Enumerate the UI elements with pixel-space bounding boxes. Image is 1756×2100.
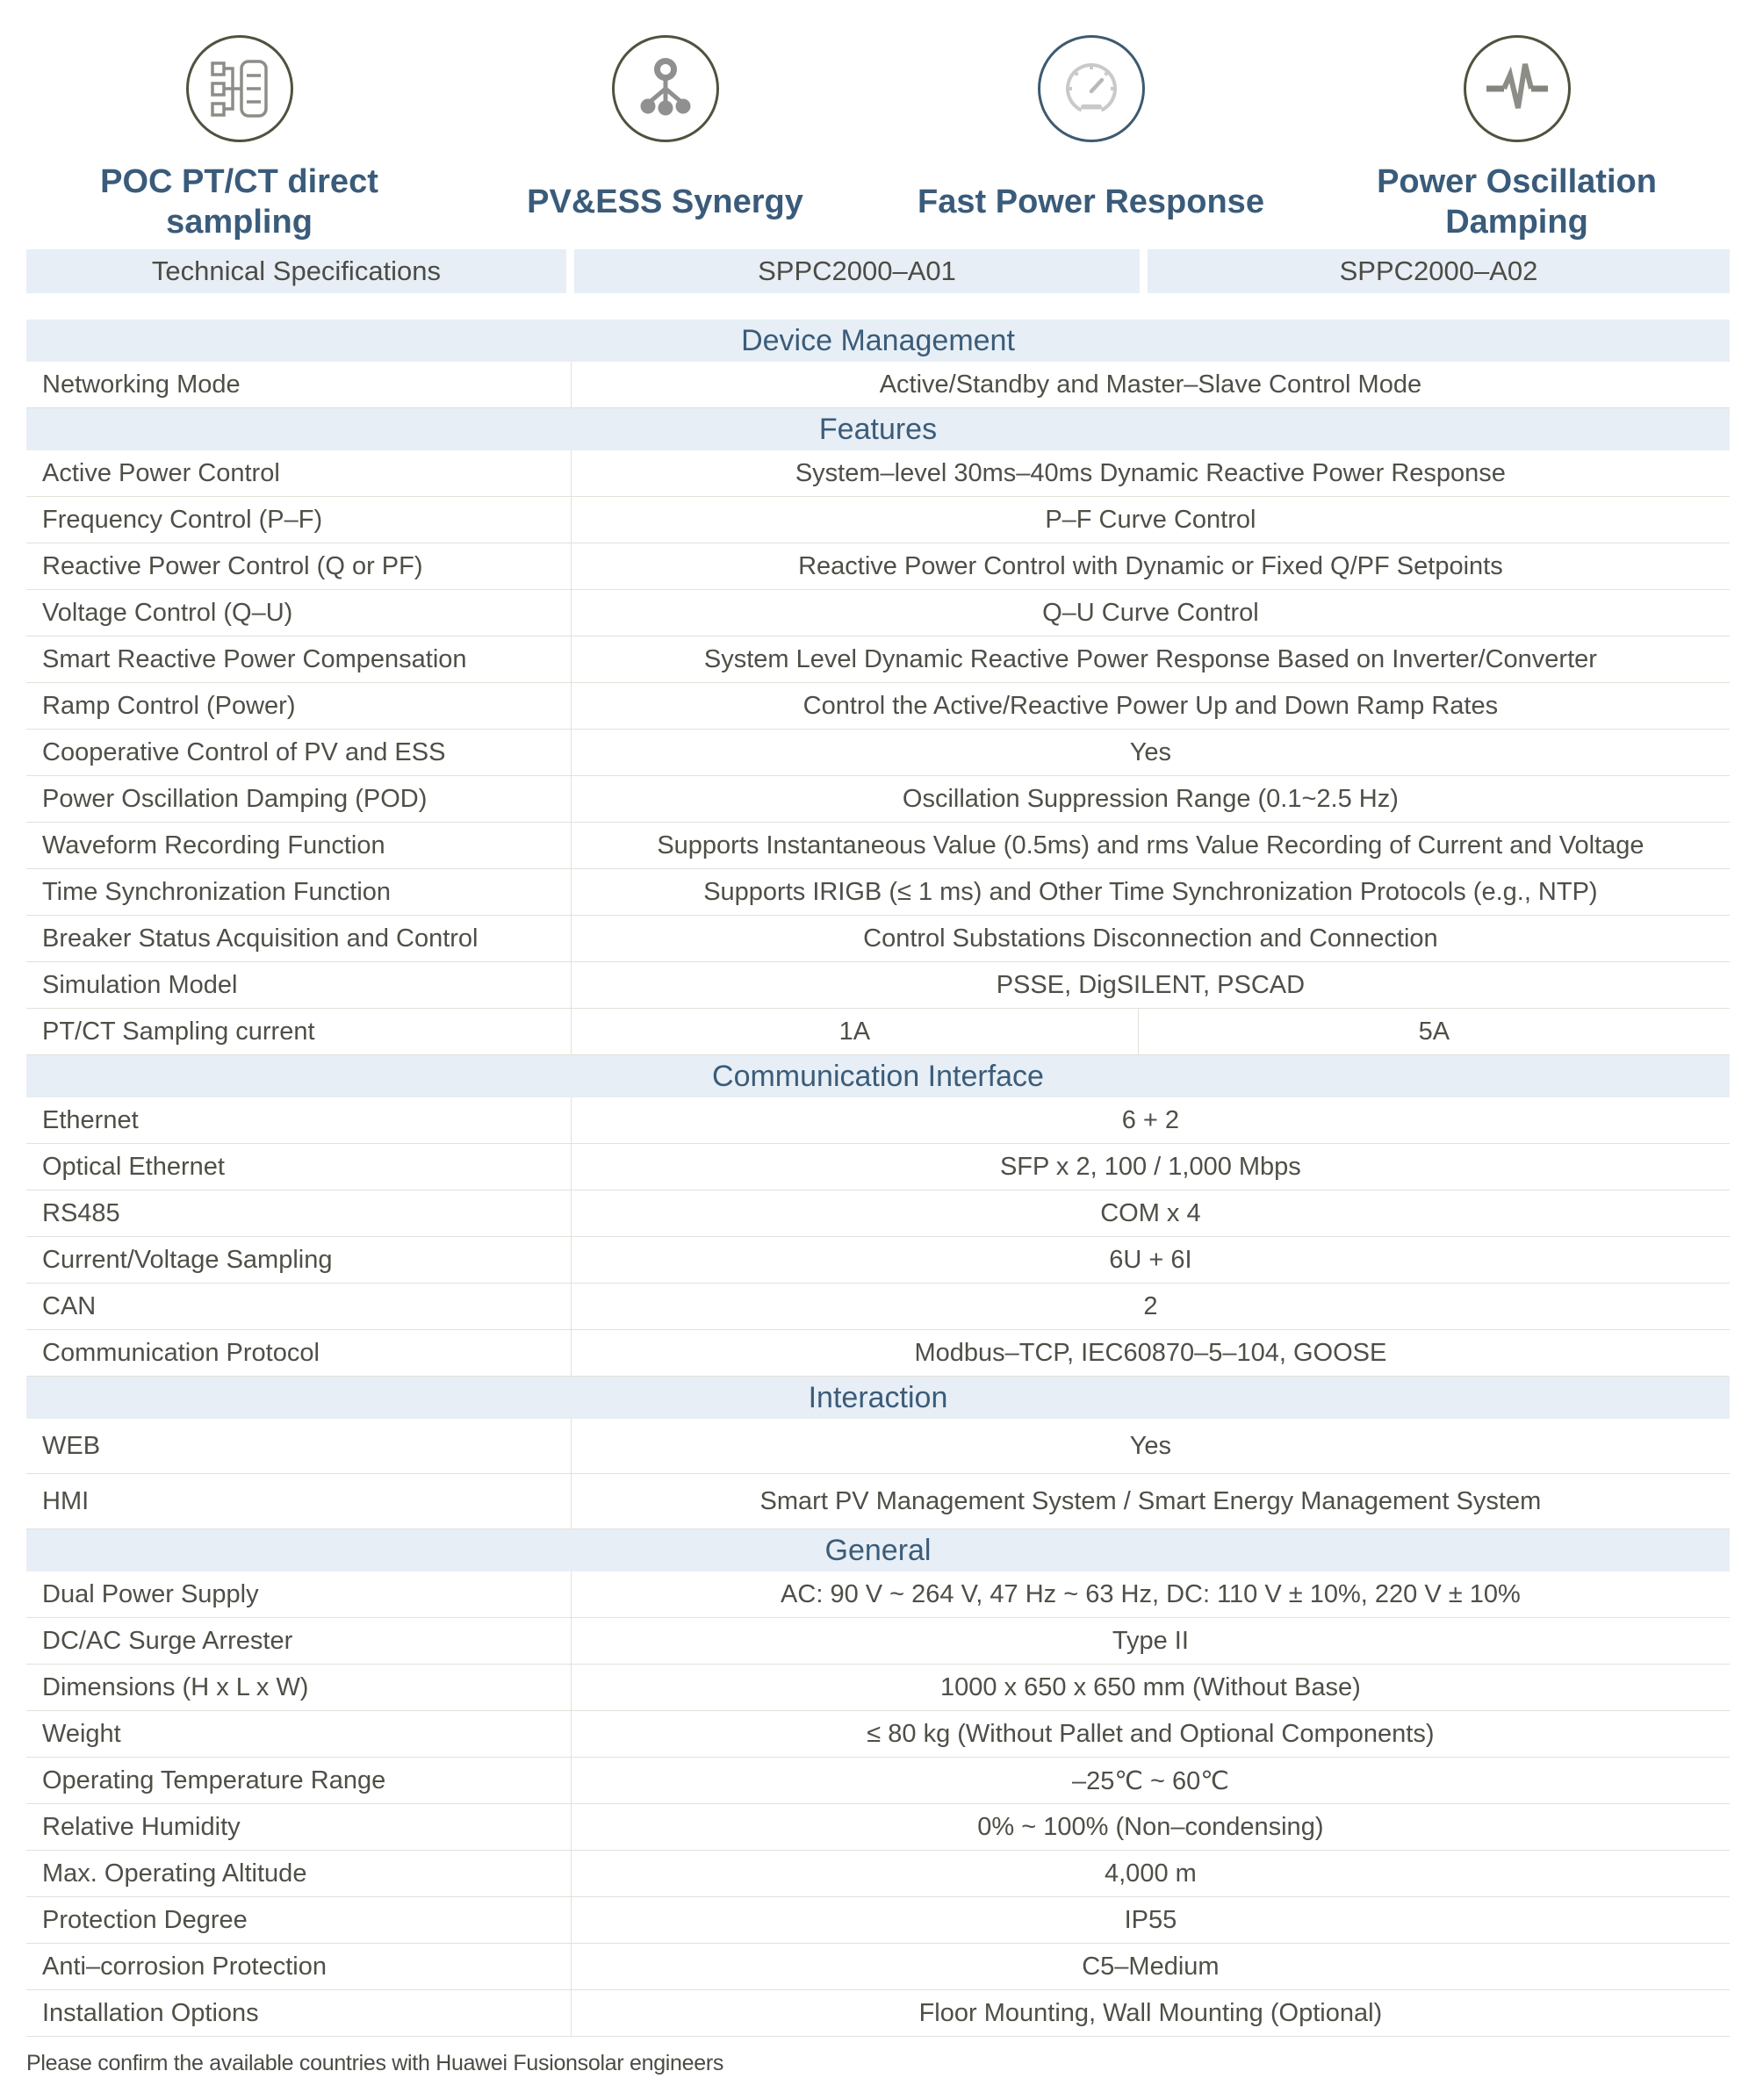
spec-row-time-synchronization <box>26 869 1730 916</box>
spec-label: CAN <box>26 1284 572 1329</box>
spec-value: Floor Mounting, Wall Mounting (Optional) <box>918 1998 1383 2027</box>
feature-label: PV&ESS Synergy <box>527 183 803 220</box>
spec-row-waveform-recording <box>26 823 1730 869</box>
section-header-interaction: Interaction <box>26 1377 1730 1419</box>
spec-row-operating-temperature <box>26 1758 1730 1804</box>
spec-label: Waveform Recording Function <box>26 823 572 868</box>
spec-value: P–F Curve Control <box>1045 505 1256 534</box>
spec-label: Communication Protocol <box>26 1330 572 1376</box>
spec-value: 6 + 2 <box>1121 1105 1180 1134</box>
spec-row-reactive-power-control <box>26 543 1730 590</box>
spec-value: 0% ~ 100% (Non–condensing) <box>977 1812 1324 1841</box>
spec-row-communication-protocol <box>26 1330 1730 1377</box>
spec-label: RS485 <box>26 1190 572 1236</box>
spec-value: Yes <box>1129 737 1172 766</box>
spec-value: 4,000 m <box>1105 1859 1197 1888</box>
spec-label: Voltage Control (Q–U) <box>26 590 572 636</box>
feature-item-poc-sampling <box>26 21 452 248</box>
spec-row-pt-ct-sampling-current <box>26 1009 1730 1055</box>
spec-row-ethernet <box>26 1097 1730 1144</box>
spec-label: Relative Humidity <box>26 1804 572 1850</box>
spec-value-a01: 1A <box>572 1009 1139 1054</box>
spec-row-cooperative-control <box>26 730 1730 776</box>
spec-value: 2 <box>1143 1291 1158 1320</box>
spec-row-breaker-status <box>26 916 1730 962</box>
spec-label: Anti–corrosion Protection <box>26 1944 572 1989</box>
spec-table <box>26 320 1730 2037</box>
pv-ess-synergy-icon <box>612 35 719 142</box>
spec-row-current-voltage-sampling <box>26 1237 1730 1284</box>
spec-value: Oscillation Suppression Range (0.1~2.5 Hz) <box>902 784 1399 813</box>
spec-row-power-oscillation-damping <box>26 776 1730 823</box>
feature-item-pv-ess-synergy <box>452 21 878 248</box>
spec-value: 6U + 6I <box>1109 1245 1192 1274</box>
spec-row-rs485 <box>26 1190 1730 1237</box>
spec-row-hmi <box>26 1474 1730 1529</box>
spec-row-anti-corrosion <box>26 1944 1730 1990</box>
section-header-general: General <box>26 1529 1730 1571</box>
spec-label: Ethernet <box>26 1097 572 1143</box>
spec-label: Weight <box>26 1711 572 1757</box>
spec-label: Power Oscillation Damping (POD) <box>26 776 572 822</box>
spec-label: Protection Degree <box>26 1897 572 1943</box>
header-technical-specifications: Technical Specifications <box>26 249 566 293</box>
spec-value: Type II <box>1112 1626 1189 1655</box>
spec-row-max-operating-altitude <box>26 1851 1730 1897</box>
spec-row-active-power-control <box>26 450 1730 497</box>
header-model-a02: SPPC2000–A02 <box>1148 249 1730 293</box>
feature-label: POC PT/CT direct sampling <box>100 162 378 241</box>
spec-value: System Level Dynamic Reactive Power Response Based on Inverter/Converter <box>703 644 1597 673</box>
section-header-features: Features <box>26 408 1730 450</box>
section-header-device-management: Device Management <box>26 320 1730 362</box>
spec-label: Installation Options <box>26 1990 572 2036</box>
spec-label: Optical Ethernet <box>26 1144 572 1190</box>
spec-row-dual-power-supply <box>26 1571 1730 1618</box>
spec-row-web <box>26 1419 1730 1474</box>
spec-label: Active Power Control <box>26 450 572 496</box>
spec-label: Dual Power Supply <box>26 1571 572 1617</box>
spec-row-ramp-control <box>26 683 1730 730</box>
spec-row-simulation-model <box>26 962 1730 1009</box>
feature-highlights <box>26 21 1730 248</box>
spec-label: Ramp Control (Power) <box>26 683 572 729</box>
spec-value: System–level 30ms–40ms Dynamic Reactive Power Response <box>795 458 1506 487</box>
spec-value: C5–Medium <box>1082 1952 1220 1981</box>
feature-item-power-oscillation-damping <box>1304 21 1730 248</box>
spec-value: Control the Active/Reactive Power Up and Down Ramp Rates <box>802 691 1499 720</box>
spec-value: Supports IRIGB (≤ 1 ms) and Other Time Synchronization Protocols (e.g., NTP) <box>703 877 1598 906</box>
spec-label: Breaker Status Acquisition and Control <box>26 916 572 961</box>
spec-label: Smart Reactive Power Compensation <box>26 636 572 682</box>
section-header-communication-interface: Communication Interface <box>26 1055 1730 1097</box>
spec-value: Supports Instantaneous Value (0.5ms) and rms Value Recording of Current and Voltage <box>657 831 1644 859</box>
spec-value: IP55 <box>1124 1905 1177 1934</box>
spec-label: Max. Operating Altitude <box>26 1851 572 1896</box>
spec-row-surge-arrester <box>26 1618 1730 1665</box>
spec-label: Dimensions (H x L x W) <box>26 1665 572 1710</box>
spec-label: HMI <box>26 1474 572 1528</box>
poc-pt-ct-direct-sampling-icon <box>186 35 293 142</box>
spec-row-voltage-control <box>26 590 1730 636</box>
availability-note: Please confirm the available countries with Huawei Fusionsolar engineers <box>26 2051 724 2075</box>
spec-label: DC/AC Surge Arrester <box>26 1618 572 1664</box>
spec-row-frequency-control <box>26 497 1730 543</box>
spec-label: Cooperative Control of PV and ESS <box>26 730 572 775</box>
feature-item-fast-power-response <box>878 21 1304 248</box>
spec-row-smart-reactive-power-compensation <box>26 636 1730 683</box>
fast-power-response-gauge-icon <box>1038 35 1145 142</box>
spec-label: Simulation Model <box>26 962 572 1008</box>
spec-label: Time Synchronization Function <box>26 869 572 915</box>
spec-value: SFP x 2, 100 / 1,000 Mbps <box>999 1152 1301 1181</box>
spec-value: –25℃ ~ 60℃ <box>1071 1766 1229 1795</box>
header-model-a01: SPPC2000–A01 <box>574 249 1140 293</box>
power-oscillation-damping-waveform-icon <box>1464 35 1571 142</box>
spec-value-a02: 5A <box>1418 1017 1450 1046</box>
spec-value: Reactive Power Control with Dynamic or Fixed Q/PF Setpoints <box>798 551 1503 580</box>
spec-row-optical-ethernet <box>26 1144 1730 1190</box>
spec-value: Q–U Curve Control <box>1042 598 1259 627</box>
spec-value: AC: 90 V ~ 264 V, 47 Hz ~ 63 Hz, DC: 110 V ± 10%, 220 V ± 10% <box>781 1579 1521 1608</box>
spec-value: 1000 x 650 x 650 mm (Without Base) <box>940 1672 1361 1701</box>
spec-label: Networking Mode <box>26 362 572 407</box>
spec-label: WEB <box>26 1419 572 1473</box>
spec-value: Smart PV Management System / Smart Energy Management System <box>759 1486 1542 1515</box>
feature-label: Power Oscillation Damping <box>1377 162 1657 241</box>
spec-row-protection-degree <box>26 1897 1730 1944</box>
spec-label: Operating Temperature Range <box>26 1758 572 1803</box>
spec-value: Control Substations Disconnection and Connection <box>863 924 1438 953</box>
spec-row-can <box>26 1284 1730 1330</box>
spec-row-dimensions <box>26 1665 1730 1711</box>
spec-value: Modbus–TCP, IEC60870–5–104, GOOSE <box>914 1338 1387 1367</box>
table-header-row <box>26 249 1730 293</box>
spec-label: PT/CT Sampling current <box>26 1009 572 1054</box>
spec-row-installation-options <box>26 1990 1730 2037</box>
spec-value: PSSE, DigSILENT, PSCAD <box>996 970 1306 999</box>
spec-label: Frequency Control (P–F) <box>26 497 572 543</box>
spec-value: Active/Standby and Master–Slave Control Mode <box>879 370 1422 399</box>
feature-label: Fast Power Response <box>918 183 1264 220</box>
spec-value: COM x 4 <box>1100 1198 1201 1227</box>
spec-row-networking-mode <box>26 362 1730 408</box>
spec-row-weight <box>26 1711 1730 1758</box>
spec-label: Current/Voltage Sampling <box>26 1237 572 1283</box>
spec-value: ≤ 80 kg (Without Pallet and Optional Components) <box>867 1719 1435 1748</box>
spec-label: Reactive Power Control (Q or PF) <box>26 543 572 589</box>
spec-row-relative-humidity <box>26 1804 1730 1851</box>
spec-value: Yes <box>1129 1431 1172 1460</box>
